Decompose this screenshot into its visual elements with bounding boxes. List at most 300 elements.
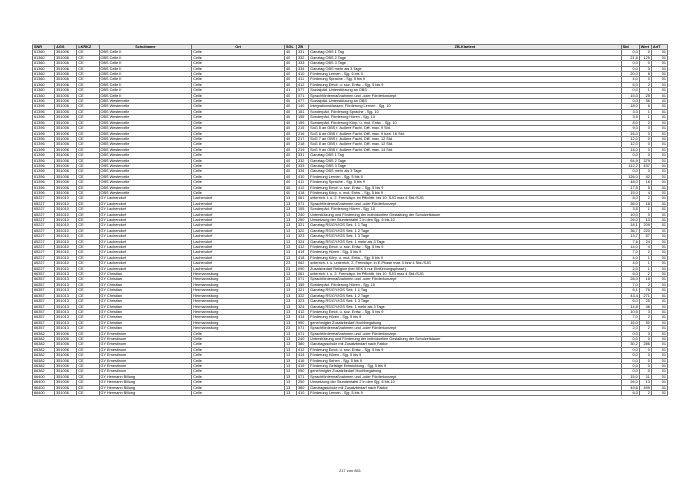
cell-snr: 66400: [33, 380, 55, 385]
table-row: [33, 391, 668, 396]
cell-std: 14,8: [621, 304, 639, 309]
cell-lkrkz: CE: [77, 234, 99, 239]
cell-snr: 66357: [33, 304, 55, 309]
cell-lkrkz: CE: [77, 385, 99, 390]
cell-std: 6,0: [621, 391, 639, 396]
cell-artt: 01: [651, 277, 667, 282]
cell-sgl: 13: [284, 212, 296, 217]
cell-snr: 61396: [33, 153, 55, 158]
cell-artt: 01: [651, 180, 667, 185]
cell-ags: 351006: [55, 109, 77, 114]
cell-sgl: 23: [284, 266, 296, 271]
cell-zb: 071: [297, 201, 309, 206]
cell-zb: 240: [297, 212, 309, 217]
cell-zb-klartext: Umsetzung der Stundentafel 2 in den Sjg. 6 bis 10: [309, 218, 621, 223]
cell-sgl: 13: [284, 358, 296, 363]
cell-ags: 351013: [55, 277, 77, 282]
cell-zb-klartext: Sonderpäd. Förderung Körp. u. mot. Entw. - Sjg. 10: [309, 120, 621, 125]
cell-std: 0,0: [621, 66, 639, 71]
cell-zb-klartext: Förderung Lernen - Sjg. 5 bis 9: [309, 174, 621, 179]
cell-sgl: 23: [284, 326, 296, 331]
cell-schulname: GY Hermann Billung: [99, 391, 192, 396]
cell-zb-klartext: Sprachfördermaßnahmen und -oder Förderkonzept: [309, 201, 621, 206]
cell-artt: 01: [651, 158, 667, 163]
cell-ags: 351006: [55, 374, 77, 379]
cell-artt: 01: [651, 239, 667, 244]
cell-std: 18,0: [621, 104, 639, 109]
cell-wert: 0: [639, 347, 651, 352]
cell-schulname: GY Christian: [99, 293, 192, 298]
cell-ags: 351006: [55, 88, 77, 93]
cell-ags: 351010: [55, 261, 77, 266]
cell-std: 12,0: [621, 142, 639, 147]
cell-snr: 66382: [33, 347, 55, 352]
cell-ort: Lachendorf: [192, 228, 285, 233]
cell-zb-klartext: unterrich. t. u. unterrich. 2. Fremdspr. in E-Phase max 3 bzw 4 Std./SJG: [309, 261, 621, 266]
cell-zb-klartext: Förderung Emot. u. soz. Entw. - Sjg. 5 bis 9: [309, 245, 621, 250]
cell-zb: 950: [297, 320, 309, 325]
cell-schulname: OBS Westercelle: [99, 126, 192, 131]
cell-zb-klartext: Ganztag OBS 1 Tag: [309, 153, 621, 158]
cell-schulname: OBS Westercelle: [99, 136, 192, 141]
cell-zb-klartext: Zusatzbedarf Religion (bei SEK II nur Einführungsphase): [309, 266, 621, 271]
cell-snr: 66382: [33, 363, 55, 368]
cell-artt: 01: [651, 245, 667, 250]
cell-std: 36,7: [621, 228, 639, 233]
cell-wert: 1: [639, 109, 651, 114]
cell-ags: 351006: [55, 185, 77, 190]
cell-snr: 61360: [33, 72, 55, 77]
cell-snr: 66382: [33, 358, 55, 363]
cell-std: 0,0: [621, 153, 639, 158]
cell-schulname: GY Lachendorf: [99, 207, 192, 212]
cell-snr: 65227: [33, 266, 55, 271]
cell-sgl: 13: [284, 282, 296, 287]
cell-artt: 01: [651, 88, 667, 93]
cell-std: 0,0: [621, 363, 639, 368]
cell-wert: 209: [639, 223, 651, 228]
cell-ags: 351006: [55, 347, 77, 352]
cell-artt: 01: [651, 255, 667, 260]
cell-lkrkz: CE: [77, 207, 99, 212]
cell-snr: 61396: [33, 158, 55, 163]
cell-snr: 65227: [33, 228, 55, 233]
cell-zb: 332: [297, 55, 309, 60]
cell-artt: 01: [651, 228, 667, 233]
cell-snr: 61360: [33, 88, 55, 93]
cell-schulname: OBS Westercelle: [99, 142, 192, 147]
cell-artt: 01: [651, 82, 667, 87]
cell-wert: 2: [639, 272, 651, 277]
cell-wert: 379: [639, 158, 651, 163]
cell-zb-klartext: Ganztagsschule mit Zusatzbedarf nach Faktor: [309, 385, 621, 390]
cell-schulname: GY Lachendorf: [99, 223, 192, 228]
cell-schulname: GY Christian: [99, 299, 192, 304]
cell-zb-klartext: Förderung Emot. u. soz. Entw. - Sjg. 5 bis 9: [309, 309, 621, 314]
cell-schulname: OBS Westercelle: [99, 109, 192, 114]
cell-snr: 66400: [33, 374, 55, 379]
cell-snr: 66382: [33, 353, 55, 358]
cell-sgl: 13: [284, 391, 296, 396]
cell-snr: 61396: [33, 126, 55, 131]
cell-wert: 0: [639, 358, 651, 363]
col-header: Std: [621, 45, 639, 50]
cell-schulname: GY Lachendorf: [99, 218, 192, 223]
cell-artt: 01: [651, 331, 667, 336]
cell-wert: 0: [639, 336, 651, 341]
cell-schulname: GY Ernestinum: [99, 342, 192, 347]
cell-sgl: 13: [284, 272, 296, 277]
cell-std: 112,2: [621, 163, 639, 168]
cell-ags: 351006: [55, 66, 77, 71]
cell-snr: 65227: [33, 196, 55, 201]
cell-sgl: 40: [284, 153, 296, 158]
cell-zb-klartext: SoG 9 an OBS f. äußere Fachl. Diff. max. 14 Std.: [309, 147, 621, 152]
cell-ort: Hermannsburg: [192, 272, 285, 277]
page-number: 217 von 851: [338, 468, 362, 473]
cell-ort: Celle: [192, 82, 285, 87]
cell-ags: 351013: [55, 326, 77, 331]
cell-zb: 334: [297, 169, 309, 174]
cell-ort: Celle: [192, 120, 285, 125]
cell-zb: 250: [297, 218, 309, 223]
cell-lkrkz: CE: [77, 369, 99, 374]
cell-ags: 351010: [55, 201, 77, 206]
cell-zb-klartext: Förderung Sehen - Sjg. 5 bis 9: [309, 358, 621, 363]
cell-zb: 419: [297, 363, 309, 368]
cell-zb-klartext: Förderung Emot. u. soz. Entw. - Sjg. 5 bis 9: [309, 82, 621, 87]
cell-lkrkz: CE: [77, 158, 99, 163]
cell-snr: 66357: [33, 272, 55, 277]
cell-schulname: GY Lachendorf: [99, 234, 192, 239]
cell-zb: 071: [297, 326, 309, 331]
cell-ort: Celle: [192, 385, 285, 390]
cell-sgl: 40: [284, 82, 296, 87]
cell-artt: 01: [651, 77, 667, 82]
cell-snr: 65227: [33, 250, 55, 255]
cell-wert: 1: [639, 255, 651, 260]
cell-lkrkz: CE: [77, 391, 99, 396]
cell-sgl: 40: [284, 169, 296, 174]
cell-std: 18,1: [621, 223, 639, 228]
cell-lkrkz: CE: [77, 250, 99, 255]
cell-sgl: 13: [284, 234, 296, 239]
cell-std: 3,5: [621, 115, 639, 120]
cell-zb-klartext: Ganztag OBS 2 Tage: [309, 158, 621, 163]
cell-wert: 1: [639, 115, 651, 120]
cell-wert: 125: [639, 55, 651, 60]
cell-lkrkz: CE: [77, 288, 99, 293]
report-sheet: [32, 44, 668, 396]
cell-ags: 351013: [55, 320, 77, 325]
cell-lkrkz: CE: [77, 66, 99, 71]
cell-sgl: 40: [284, 50, 296, 55]
cell-artt: 01: [651, 223, 667, 228]
cell-zb-klartext: Integrationsklassen: Förderung Lernen - Sjg. 10: [309, 104, 621, 109]
cell-wert: 16: [639, 180, 651, 185]
cell-zb-klartext: Unterstützung und Förderung der individuellen Gestaltung der Schulzeitdauer: [309, 212, 621, 217]
cell-zb: 332: [297, 158, 309, 163]
col-header: SNR: [33, 45, 55, 50]
cell-zb-klartext: Sonderpäd. Förderung Hören - Sjg. 10: [309, 207, 621, 212]
cell-zb-klartext: SoG 7 an OBS f. äußere Fachl. Diff. max. 12 Std.: [309, 136, 621, 141]
cell-ags: 351006: [55, 363, 77, 368]
cell-lkrkz: CE: [77, 88, 99, 93]
cell-zb-klartext: Förderung Hören - Sjg. 5 bis 9: [309, 315, 621, 320]
cell-wert: 0: [639, 331, 651, 336]
cell-artt: 01: [651, 201, 667, 206]
cell-artt: 01: [651, 336, 667, 341]
cell-ags: 351006: [55, 158, 77, 163]
cell-ort: Hermannsburg: [192, 288, 285, 293]
cell-snr: 66357: [33, 299, 55, 304]
cell-std: 0,0: [621, 50, 639, 55]
cell-snr: 65227: [33, 239, 55, 244]
cell-sgl: 40: [284, 158, 296, 163]
cell-ort: Celle: [192, 169, 285, 174]
cell-zb-klartext: Umsetzung der Stundentafel 2 in den Sjg. 6 bis 10: [309, 380, 621, 385]
cell-ags: 351006: [55, 115, 77, 120]
cell-ort: Lachendorf: [192, 255, 285, 260]
cell-lkrkz: CE: [77, 261, 99, 266]
cell-std: 0,0: [621, 61, 639, 66]
cell-wert: 2: [639, 282, 651, 287]
cell-ort: Lachendorf: [192, 261, 285, 266]
cell-snr: 61396: [33, 136, 55, 141]
cell-artt: 01: [651, 261, 667, 266]
cell-ort: Celle: [192, 391, 285, 396]
cell-ags: 351006: [55, 61, 77, 66]
cell-sgl: 40: [284, 109, 296, 114]
cell-std: 6,0: [621, 82, 639, 87]
cell-snr: 65227: [33, 261, 55, 266]
cell-snr: 66357: [33, 288, 55, 293]
cell-lkrkz: CE: [77, 239, 99, 244]
cell-snr: 66400: [33, 391, 55, 396]
cell-lkrkz: CE: [77, 336, 99, 341]
cell-zb: 155: [297, 207, 309, 212]
cell-sgl: 13: [284, 347, 296, 352]
cell-ags: 351006: [55, 358, 77, 363]
cell-zb: 331: [297, 50, 309, 55]
cell-lkrkz: CE: [77, 331, 99, 336]
cell-schulname: OBS Celle II: [99, 66, 192, 71]
cell-lkrkz: CE: [77, 201, 99, 206]
cell-artt: 01: [651, 153, 667, 158]
cell-wert: 0: [639, 126, 651, 131]
cell-zb: 151: [297, 109, 309, 114]
cell-zb: 410: [297, 174, 309, 179]
cell-schulname: OBS Westercelle: [99, 99, 192, 104]
cell-artt: 01: [651, 190, 667, 195]
cell-zb-klartext: Ganztag RS/GY/IGS Sek. 1 1 Tag: [309, 288, 621, 293]
cell-snr: 66357: [33, 282, 55, 287]
cell-schulname: GY Ernestinum: [99, 358, 192, 363]
cell-zb: 219: [297, 147, 309, 152]
cell-wert: 50: [639, 320, 651, 325]
cell-ort: Celle: [192, 153, 285, 158]
col-header: Schulname: [99, 45, 192, 50]
cell-sgl: 13: [284, 196, 296, 201]
cell-artt: 01: [651, 380, 667, 385]
cell-zb: 061: [297, 196, 309, 201]
cell-ort: Hermannsburg: [192, 315, 285, 320]
cell-ags: 351006: [55, 126, 77, 131]
cell-std: 7,6: [621, 239, 639, 244]
cell-schulname: GY Christian: [99, 315, 192, 320]
cell-std: 0,0: [621, 353, 639, 358]
cell-ags: 351006: [55, 380, 77, 385]
cell-artt: 01: [651, 115, 667, 120]
cell-sgl: 40: [284, 99, 296, 104]
cell-ort: Celle: [192, 104, 285, 109]
cell-wert: 25: [639, 299, 651, 304]
cell-sgl: 40: [284, 185, 296, 190]
cell-schulname: OBS Celle II: [99, 61, 192, 66]
cell-snr: 65227: [33, 207, 55, 212]
cell-schulname: GY Ernestinum: [99, 336, 192, 341]
cell-zb: 416: [297, 358, 309, 363]
cell-sgl: 13: [284, 245, 296, 250]
cell-ags: 351010: [55, 255, 77, 260]
cell-artt: 01: [651, 131, 667, 136]
cell-wert: 499: [639, 385, 651, 390]
cell-schulname: GY Hermann Billung: [99, 374, 192, 379]
cell-ort: Hermannsburg: [192, 326, 285, 331]
cell-lkrkz: CE: [77, 223, 99, 228]
cell-lkrkz: CE: [77, 363, 99, 368]
cell-schulname: GY Christian: [99, 277, 192, 282]
cell-snr: 61396: [33, 163, 55, 168]
cell-snr: 65227: [33, 212, 55, 217]
cell-artt: 01: [651, 126, 667, 131]
cell-zb: 380: [297, 342, 309, 347]
cell-snr: 61360: [33, 55, 55, 60]
cell-zb-klartext: Ganztag RS/GY/IGS Sek. 1 1 Tag: [309, 223, 621, 228]
cell-zb-klartext: Förderung Hören - Sjg. 5 bis 9: [309, 250, 621, 255]
cell-ags: 351013: [55, 288, 77, 293]
cell-ort: Celle: [192, 336, 285, 341]
cell-schulname: GY Christian: [99, 326, 192, 331]
cell-ort: Lachendorf: [192, 201, 285, 206]
cell-artt: 01: [651, 104, 667, 109]
cell-snr: 66357: [33, 326, 55, 331]
cell-sgl: 40: [284, 115, 296, 120]
cell-ort: Celle: [192, 347, 285, 352]
cell-wert: 18: [639, 277, 651, 282]
cell-lkrkz: CE: [77, 282, 99, 287]
cell-ort: Celle: [192, 185, 285, 190]
cell-ags: 351006: [55, 153, 77, 158]
cell-ort: Hermannsburg: [192, 304, 285, 309]
cell-wert: 2: [639, 315, 651, 320]
cell-lkrkz: CE: [77, 131, 99, 136]
cell-artt: 01: [651, 169, 667, 174]
cell-ort: Celle: [192, 353, 285, 358]
cell-ort: Celle: [192, 147, 285, 152]
table-body: [33, 50, 668, 396]
cell-sgl: 13: [284, 207, 296, 212]
cell-zb-klartext: unterrich. t. u. 2. Fremdspr. im Pflichtb. bis 10. SJG max 4 Std./SJG: [309, 196, 621, 201]
cell-ort: Celle: [192, 380, 285, 385]
cell-schulname: GY Christian: [99, 309, 192, 314]
cell-artt: 01: [651, 304, 667, 309]
cell-ags: 351010: [55, 196, 77, 201]
cell-artt: 01: [651, 293, 667, 298]
cell-zb-klartext: SoG 5 an OBS f. äußere Fachl. Diff. max. 9 Std.: [309, 126, 621, 131]
cell-artt: 01: [651, 266, 667, 271]
cell-std: 3,0: [621, 109, 639, 114]
cell-wert: 0: [639, 153, 651, 158]
cell-wert: 2: [639, 82, 651, 87]
cell-ags: 351013: [55, 309, 77, 314]
cell-schulname: GY Christian: [99, 304, 192, 309]
cell-artt: 01: [651, 72, 667, 77]
cell-std: 6,1: [621, 288, 639, 293]
cell-wert: 13: [639, 218, 651, 223]
cell-snr: 61360: [33, 66, 55, 71]
cell-ort: Lachendorf: [192, 239, 285, 244]
cell-ort: Lachendorf: [192, 207, 285, 212]
cell-sgl: 13: [284, 288, 296, 293]
cell-artt: 01: [651, 309, 667, 314]
cell-lkrkz: CE: [77, 190, 99, 195]
cell-ags: 351013: [55, 299, 77, 304]
cell-wert: 437: [639, 163, 651, 168]
cell-zb: 950: [297, 369, 309, 374]
cell-wert: 1: [639, 207, 651, 212]
cell-schulname: OBS Westercelle: [99, 180, 192, 185]
cell-artt: 01: [651, 61, 667, 66]
cell-schulname: GY Ernestinum: [99, 331, 192, 336]
cell-wert: 5: [639, 185, 651, 190]
cell-lkrkz: CE: [77, 72, 99, 77]
cell-ort: Celle: [192, 55, 285, 60]
cell-ags: 351006: [55, 391, 77, 396]
cell-ags: 351010: [55, 250, 77, 255]
cell-sgl: 13: [284, 369, 296, 374]
cell-wert: 286: [639, 342, 651, 347]
cell-sgl: 13: [284, 201, 296, 206]
cell-ort: Lachendorf: [192, 212, 285, 217]
cell-std: 3,5: [621, 207, 639, 212]
cell-zb: 334: [297, 66, 309, 71]
cell-zb-klartext: Förderung Sprache - Sjg. 5 bis 9: [309, 77, 621, 82]
cell-std: 16,0: [621, 320, 639, 325]
cell-ort: Celle: [192, 66, 285, 71]
cell-zb: 412: [297, 82, 309, 87]
cell-sgl: 40: [284, 180, 296, 185]
cell-artt: 01: [651, 174, 667, 179]
cell-lkrkz: CE: [77, 212, 99, 217]
cell-artt: 01: [651, 315, 667, 320]
cell-zb-klartext: Förderung Körp. u. mot. Entw. - Sjg. 5 bis 9: [309, 255, 621, 260]
col-header: Ort: [192, 45, 285, 50]
cell-std: 8,0: [621, 196, 639, 201]
cell-snr: 61396: [33, 115, 55, 120]
cell-lkrkz: CE: [77, 218, 99, 223]
cell-lkrkz: CE: [77, 347, 99, 352]
cell-std: 2,0: [621, 266, 639, 271]
cell-ags: 351006: [55, 50, 77, 55]
cell-artt: 01: [651, 288, 667, 293]
cell-std: 0,0: [621, 169, 639, 174]
cell-wert: 11: [639, 374, 651, 379]
cell-artt: 01: [651, 196, 667, 201]
cell-lkrkz: CE: [77, 93, 99, 98]
cell-ort: Hermannsburg: [192, 282, 285, 287]
cell-ags: 351006: [55, 77, 77, 82]
